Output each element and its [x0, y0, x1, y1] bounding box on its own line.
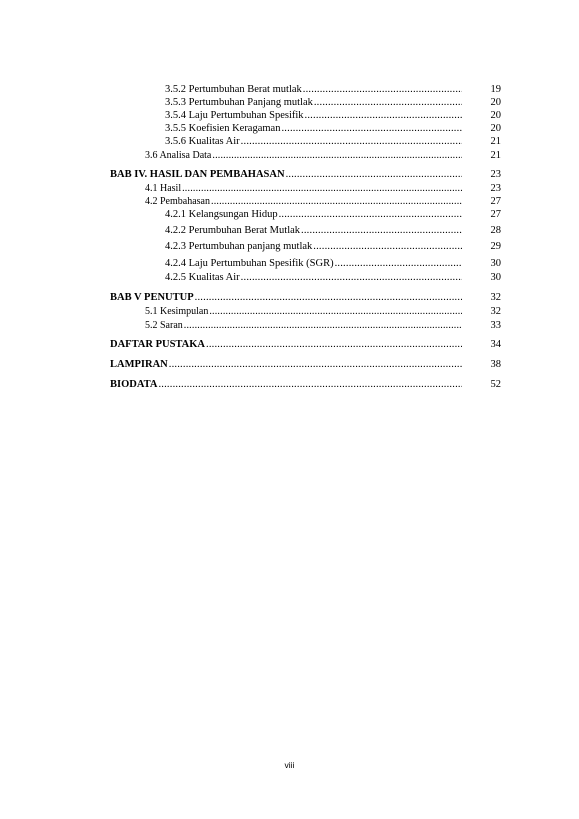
- toc-entry-title: BIODATA: [110, 379, 158, 390]
- toc-entry-title: 3.5.3 Pertumbuhan Panjang mutlak: [165, 97, 313, 108]
- toc-entry-label: [165, 136, 462, 148]
- toc-page-number: 29: [490, 241, 501, 252]
- dot-leader: [286, 169, 462, 181]
- dot-leader: [241, 272, 462, 284]
- toc-entry: [0, 123, 579, 137]
- toc-entry-label: [165, 241, 462, 253]
- toc-page-number: 23: [490, 169, 501, 180]
- toc-entry: [0, 241, 579, 255]
- dot-leader: [212, 150, 462, 162]
- toc-page-number: 32: [490, 292, 501, 303]
- toc-entry-title: 4.2.2 Perumbuhan Berat Mutlak: [165, 225, 301, 236]
- toc-page-number: 52: [490, 379, 501, 390]
- toc-page-number: 21: [490, 136, 501, 147]
- toc-entry-label: [145, 150, 462, 162]
- toc-entry-title: 4.2.1 Kelangsungan Hidup: [165, 209, 278, 220]
- toc-page-number: 38: [490, 359, 501, 370]
- dot-leader: [241, 136, 462, 148]
- toc-page-number: 30: [490, 258, 501, 269]
- toc-entry-title: DAFTAR PUSTAKA: [110, 339, 205, 350]
- dot-leader: [169, 359, 462, 371]
- toc-entry-label: [110, 169, 462, 181]
- toc-entry-title: 4.2 Pembahasan: [145, 196, 210, 207]
- page-number: viii: [284, 760, 295, 770]
- toc-page-number: 33: [490, 320, 501, 331]
- toc-entry-label: [165, 225, 462, 237]
- toc-entry: [0, 379, 579, 393]
- toc-page-number: 27: [490, 196, 501, 207]
- toc-entry-title: 3.6 Analisa Data: [145, 150, 212, 161]
- toc-entry-title: 4.2.4 Laju Pertumbuhan Spesifik (SGR): [165, 258, 334, 269]
- toc-entry-label: [165, 110, 462, 122]
- toc-entry: [0, 339, 579, 353]
- toc-page-number: 30: [490, 272, 501, 283]
- dot-leader: [305, 110, 462, 122]
- toc-entry-title: 5.2 Saran: [145, 320, 183, 331]
- toc-page-number: 21: [490, 150, 501, 161]
- toc-entry-label: [110, 359, 462, 371]
- dot-leader: [158, 379, 462, 391]
- toc-entry-title: 3.5.5 Koefisien Keragaman: [165, 123, 281, 134]
- toc-entry-label: [165, 272, 462, 284]
- toc-entry-label: [165, 123, 462, 135]
- dot-leader: [313, 241, 462, 253]
- toc-entry-label: [165, 258, 462, 270]
- toc-entry-label: [165, 97, 462, 109]
- toc-entry: [0, 306, 579, 320]
- toc-page-number: 27: [490, 209, 501, 220]
- toc-entry-title: LAMPIRAN: [110, 359, 168, 370]
- toc-entry-title: BAB V PENUTUP: [110, 292, 194, 303]
- toc-page-number: 20: [490, 97, 501, 108]
- dot-leader: [279, 209, 462, 221]
- toc-entry: [0, 110, 579, 124]
- toc-entry: [0, 292, 579, 306]
- dot-leader: [314, 97, 462, 109]
- toc-entry: [0, 136, 579, 150]
- toc-entry: [0, 150, 579, 164]
- dot-leader: [281, 123, 462, 135]
- toc-entry: [0, 272, 579, 286]
- toc-entry-label: [165, 84, 462, 96]
- toc-entry: [0, 183, 579, 197]
- toc-entry-label: [110, 292, 462, 304]
- toc-entry-title: 4.2.5 Kualitas Air: [165, 272, 240, 283]
- toc-entry-label: [145, 320, 462, 332]
- toc-page-number: 32: [490, 306, 501, 317]
- toc-page-number: 20: [490, 123, 501, 134]
- toc-entry: [0, 97, 579, 111]
- toc-page-number: 23: [490, 183, 501, 194]
- toc-entry: [0, 320, 579, 334]
- toc-page-number: 34: [490, 339, 501, 350]
- toc-entry-label: [110, 379, 462, 391]
- toc-entry-title: 4.1 Hasil: [145, 183, 182, 194]
- toc-page-number: 20: [490, 110, 501, 121]
- toc-entry: [0, 225, 579, 239]
- toc-entry-title: 4.2.3 Pertumbuhan panjang mutlak: [165, 241, 313, 252]
- toc-entry-title: 5.1 Kesimpulan: [145, 306, 209, 317]
- toc-entry-title: 3.5.4 Laju Pertumbuhan Spesifik: [165, 110, 304, 121]
- toc-entry-title: 3.5.6 Kualitas Air: [165, 136, 240, 147]
- toc-entry: [0, 209, 579, 223]
- toc-entry-label: [145, 306, 462, 318]
- toc-entry-title: 3.5.2 Pertumbuhan Berat mutlak: [165, 84, 302, 95]
- toc-entry: [0, 84, 579, 98]
- toc-page-number: 28: [490, 225, 501, 236]
- toc-entry-label: [145, 196, 462, 208]
- dot-leader: [209, 306, 462, 318]
- toc-page-number: 19: [490, 84, 501, 95]
- dot-leader: [211, 196, 462, 208]
- toc-entry-label: [165, 209, 462, 221]
- dot-leader: [184, 320, 462, 332]
- toc-entry: [0, 359, 579, 373]
- dot-leader: [195, 292, 462, 304]
- toc-entry-label: [145, 183, 462, 195]
- dot-leader: [206, 339, 462, 351]
- dot-leader: [301, 225, 462, 237]
- toc-entry-title: BAB IV. HASIL DAN PEMBAHASAN: [110, 169, 285, 180]
- dot-leader: [182, 183, 462, 195]
- toc-entry: [0, 169, 579, 183]
- dot-leader: [335, 258, 462, 270]
- dot-leader: [303, 84, 462, 96]
- toc-entry-label: [110, 339, 462, 351]
- toc-entry: [0, 258, 579, 272]
- toc-entry: [0, 196, 579, 210]
